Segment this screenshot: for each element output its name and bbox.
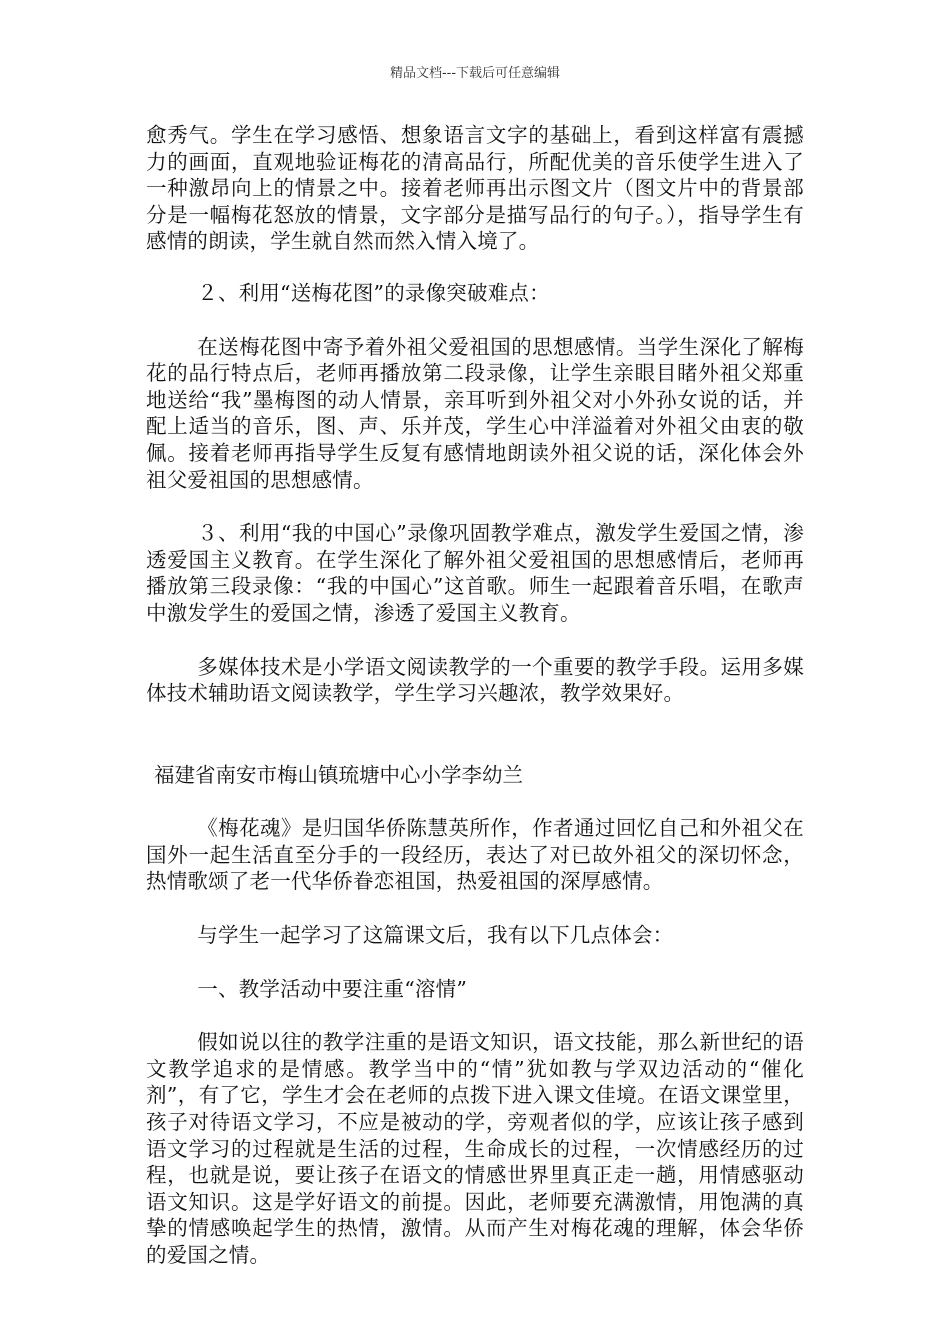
paragraph: 假如说以往的教学注重的是语文知识，语文技能，那么新世纪的语文教学追求的是情感。教学当中的“情”犹如教与学双边活动的“催化剂”，有了它，学生才会在老师的点拨下进入课文佳境。在语文课堂里，孩子对待语文学习，不应是被动的学，旁观者似的学，应该让孩子感到语文学习的过程就是生活的过程，生命成长的过程，一次情感经历的过程，也就是说，要让孩子在语文的情感世界里真正走一趟，用情感驱动语文知识。这是学好语文的前提。因此，老师要充满激情，用饱满的真挚的情感唤起学生的热情，激情。从而产生对梅花魂的理解，体会华侨的爱国之情。 [146,1030,804,1267]
section-divider-space [146,707,804,762]
document-body [146,122,804,1269]
page-header: 精品文档---下载后可任意编辑 [389,66,561,81]
paragraph: 多媒体技术是小学语文阅读教学的一个重要的教学手段。运用多媒体技术辅助语文阅读教学，学生学习兴趣浓，教学效果好。 [146,654,804,706]
paragraph: 与学生一起学习了这篇课文后，我有以下几点体会： [197,923,674,948]
paragraph: 在送梅花图中寄予着外祖父爱祖国的思想感情。当学生深化了解梅花的品行特点后，老师再播放第二段录像，让学生亲眼目睹外祖父郑重地送给“我”墨梅图的动人情景，亲耳听到外祖父对小外孙女说的话，并配上适当的音乐，图、声、乐并茂，学生心中洋溢着对外祖父由衷的敬佩。接着老师再指导学生反复有感情地朗读外祖父说的话，深化体会外祖父爱祖国的思想感情。 [146,334,804,492]
author-line: 福建省南安市梅山镇琉塘中心小学李幼兰 [154,762,523,787]
paragraph: 《梅花魂》是归国华侨陈慧英所作，作者通过回忆自己和外祖父在国外一起生活直至分手的一段经历，表达了对已故外祖父的深切怀念，热情歌颂了老一代华侨眷恋祖国，热爱祖国的深厚感情。 [146,816,804,894]
section-heading: 一、教学活动中要注重“溶情” [197,976,468,1001]
paragraph: ３、利用“我的中国心”录像巩固教学难点，激发学生爱国之情，渗透爱国主义教育。在学生深化了解外祖父爱祖国的思想感情后，老师再播放第三段录像：“我的中国心”这首歌。师生一起跟着音乐唱，在歌声中激发学生的爱国之情，渗透了爱国主义教育。 [146,521,804,625]
paragraph: 愈秀气。学生在学习感悟、想象语言文字的基础上，看到这样富有震撼力的画面，直观地验证梅花的清高品行，所配优美的音乐使学生进入了一种激昂向上的情景之中。接着老师再出示图文片（图文片中的背景部分是一幅梅花怒放的情景，文字部分是描写品行的句子。），指导学生有感情的朗读，学生就自然而然入情入境了。 [146,123,804,254]
section-heading: ２、利用“送梅花图”的录像突破难点： [197,280,550,305]
